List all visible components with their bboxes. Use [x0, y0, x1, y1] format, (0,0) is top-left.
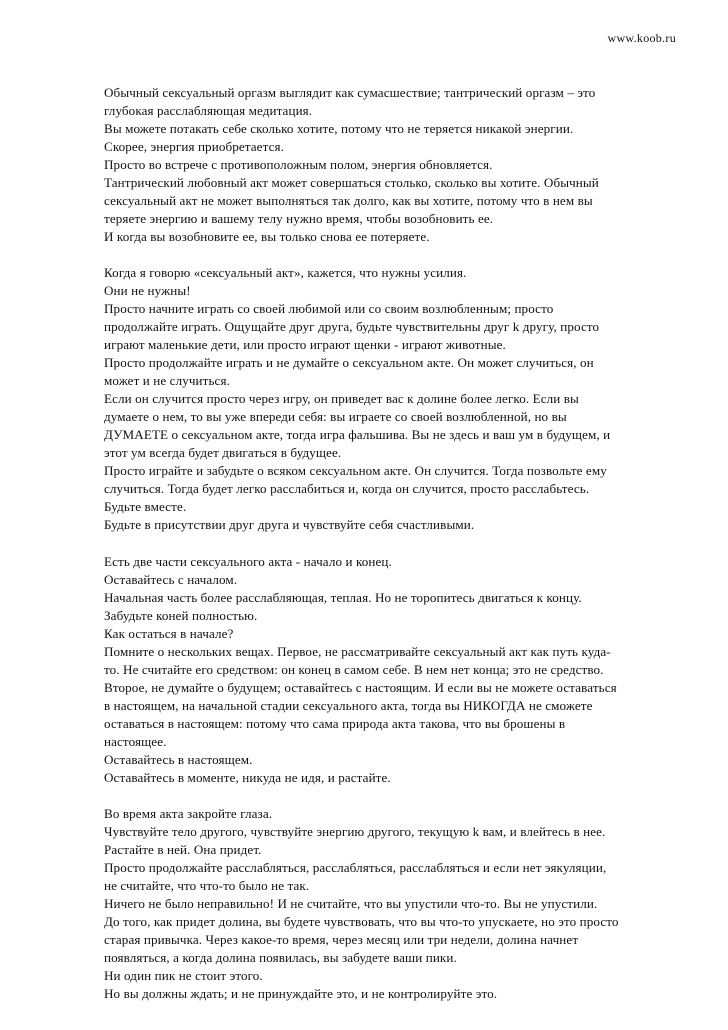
- text-line: может и не случиться.: [104, 373, 230, 389]
- text-line: теряете энергию и вашему телу нужно время, чтобы возобновить ее.: [104, 211, 494, 226]
- text-line: Просто играйте и забудьте о всяком сексуальном акте. Он случится. Тогда позвольте ему: [104, 463, 607, 479]
- text-line: И когда вы возобновите ее, вы только снова ее потеряете.: [104, 229, 430, 244]
- text-line: Но вы должны ждать; и не принуждайте это, и не контролируйте это.: [104, 986, 498, 1002]
- text-line: Они не нужны!: [104, 283, 191, 299]
- text-line: думаете о нем, то вы уже впереди себя: вы играете со своей возлюбленной, но вы: [104, 409, 567, 425]
- paragraph: [104, 805, 684, 1003]
- text-line: Обычный сексуальный оргазм выглядит как сумасшествие; тантрический оргазм – это: [104, 85, 596, 100]
- text-line: Если он случится просто через игру, он приведет вас к долине более легко. Если вы: [104, 391, 579, 407]
- text-line: Просто во встрече с противоположным полом, энергия обновляется.: [104, 157, 493, 172]
- text-line: Будьте вместе.: [104, 499, 187, 515]
- text-line: Оставайтесь с началом.: [104, 571, 238, 587]
- text-line: сексуальный акт не может выполняться так долго, как вы хотите, потому что в нем вы: [104, 193, 593, 208]
- text-line: Помните о нескольких вещах. Первое, не рассматривайте сексуальный акт как путь куда-: [104, 643, 611, 659]
- text-line: Есть две части сексуального акта - начало и конец.: [104, 553, 392, 569]
- text-line: Будьте в присутствии друг друга и чувствуйте себя счастливыми.: [104, 517, 475, 533]
- text-line: старая привычка. Через какое-то время, через месяц или три недели, долина начнет: [104, 932, 579, 948]
- text-line: Чувствуйте тело другого, чувствуйте энергию другого, текущую k вам, и влейтесь в нее.: [104, 824, 606, 840]
- text-line: глубокая расслабляющая медитация.: [104, 103, 313, 118]
- text-line: Просто продолжайте расслабляться, расслабляться, расслабляться и если нет эякуляции,: [104, 860, 607, 876]
- text-line: Когда я говорю «сексуальный акт», кажется, что нужны усилия.: [104, 265, 467, 281]
- text-line: этот ум всегда будет двигаться в будущее.: [104, 445, 342, 461]
- text-line: Скорее, энергия приобретается.: [104, 139, 284, 154]
- text-line: Оставайтесь в настоящем.: [104, 751, 253, 767]
- text-line: Во время акта закройте глаза.: [104, 806, 273, 822]
- paragraph: [104, 264, 684, 534]
- text-line: Тантрический любовный акт может совершаться столько, сколько вы хотите. Обычный: [104, 175, 599, 190]
- text-line: случиться. Тогда будет легко расслабиться и, когда он случится, просто расслабьтесь.: [104, 481, 590, 497]
- text-line: Растайте в ней. Она придет.: [104, 842, 262, 858]
- text-line: Вы можете потакать себе сколько хотите, потому что не теряется никакой энергии.: [104, 121, 574, 136]
- text-line: появляться, а когда долина появилась, вы забудете ваши пики.: [104, 950, 457, 966]
- text-line: Забудьте коней полностью.: [104, 607, 258, 623]
- text-line: Оставайтесь в моменте, никуда не идя, и растайте.: [104, 769, 391, 785]
- text-line: Второе, не думайте о будущем; оставайтесь с настоящим. И если вы не можете оставаться: [104, 679, 617, 695]
- text-line: До того, как придет долина, вы будете чувствовать, что вы что-то упускаете, но это просто: [104, 914, 619, 930]
- paragraph: [104, 553, 684, 787]
- text-line: в настоящем, на начальной стадии сексуального акта, тогда вы НИКОГДА не сможете: [104, 697, 593, 713]
- text-line: играют маленькие дети, или просто играют щенки - играют животные.: [104, 337, 506, 353]
- text-line: Ни один пик не стоит этого.: [104, 968, 263, 984]
- text-line: Как остаться в начале?: [104, 625, 234, 641]
- text-line: то. Не считайте его средством: он конец в самом себе. В нем нет конца; это не средство.: [104, 661, 604, 677]
- header-site-url[interactable]: www.koob.ru: [607, 31, 676, 45]
- text-line: оставаться в настоящем: потому что сама природа акта такова, что вы брошены в: [104, 715, 566, 731]
- text-line: настоящее.: [104, 733, 167, 749]
- text-line: продолжайте играть. Ощущайте друг друга, будьте чувствительны друг k другу, просто: [104, 319, 600, 335]
- text-line: не считайте, что что-то было не так.: [104, 878, 310, 894]
- document-body: [104, 84, 684, 1022]
- text-line: Просто продолжайте играть и не думайте о сексуальном акте. Он может случиться, он: [104, 355, 594, 371]
- text-line: Ничего не было неправильно! И не считайте, что вы упустили что-то. Вы не упустили.: [104, 896, 598, 912]
- text-line: Просто начните играть со своей любимой или со своим возлюбленным; просто: [104, 301, 554, 317]
- paragraph: [104, 84, 684, 246]
- text-line: ДУМАЕТЕ о сексуальном акте, тогда игра фальшива. Вы не здесь и ваш ум в будущем, и: [104, 427, 611, 443]
- text-line: Начальная часть более расслабляющая, теплая. Но не торопитесь двигаться к концу.: [104, 589, 582, 605]
